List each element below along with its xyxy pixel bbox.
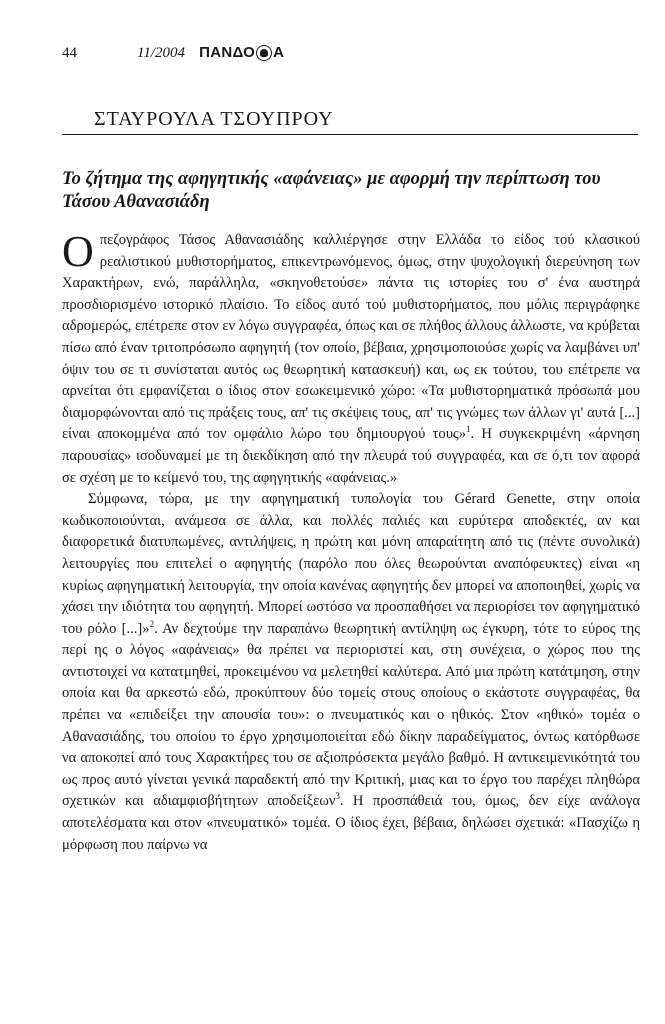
footnote-ref-1: 1	[466, 424, 471, 435]
article-author: ΣΤΑΥΡΟΥΛΑ ΤΣΟΥΠΡΟΥ	[94, 108, 334, 130]
magazine-name-left: ΠΑΝΔΟ	[199, 44, 256, 61]
paragraph-1-text-a: πεζογράφος Τάσος Αθανασιάδης καλλιέργησε στην Ελλάδα το είδος τού κλασικού ρεαλιστικού μυθιστορήματος, επικεντρωνόμενος, όμως, στην ψυχολογική διερεύνηση των Χαρακτήρων, ενώ, παράλληλα, «σκηνοθετούσε» πάντα τις ιστορίες του σ' ένα αυστηρά προσδιορισμένο ιστορικό πλαίσιο. Το είδος αυτό τού μυθιστορήματος, που μόλις περιγράφηκε αδρομερώς, επέτρεπε στον εν λόγω συγγραφέα, όπως και σε πλήθος άλλους άλλωστε, να κρύβεται πίσω από έναν τριτοπρόσωπο αφηγητή (τον οποίο, βέβαια, χρησιμοποιούσε χωρίς να λαμβάνει υπ' όψιν του σε τι συνίσταται αυτός ως θεωρητική κατασκευή) και, ως εκ τούτου, του επέτρεπε να αρνείται ότι εμφανίζεται ο ίδιος στον εσωκειμενικό χώρο: «Τα μυθιστορηματικά πρόσωπά μου διαμορφώνονται από τις πράξεις τους, απ' τις σκέψεις τους, απ' τις γνώμες των άλλων γι' αυτά [...] είναι αποκομμένα από τον ομφάλιο λώρο του δημιουργού τους»	[62, 232, 640, 443]
paragraph-2	[62, 489, 640, 856]
header-divider	[62, 134, 638, 135]
paragraph-2-text-b: . Αν δεχτούμε την παραπάνω θεωρητική αντίληψη ως έγκυρη, τότε το εύρος της περί ης ο λόγος «αφάνειας» θα πρέπει να περιοριστεί και, στη συνέχεια, ο χώρος που της αντιστοιχεί να κατατμηθεί, προκειμένου να μελετηθεί καλύτερα. Από μια πρώτη κατάτμηση, στην οποία και θα αρκεστώ εδώ, προκύπτουν δύο τομείς στους οποίους ο εκάστοτε συγγραφέας, θα πρέπει να «επιδείξει την απουσία του»: ο πνευματικός και ο ηθικός. Στον «ηθικό» τομέα ο Αθανασιάδης, του οποίου το έργο χρησιμοποιείται εδώ δίκην παραδείγματος, όντως κατόρθωσε να αποκοπεί από τους Χαρακτήρες του σε αξιοπρόσεκτα μεγάλο βαθμό. Η αντικειμενικότητά του ως προς αυτό γίνεται γενικά παραδεκτή από την Κριτική, μιας και το έργο του παρέχει πληθώρα σχετικών και αδιαμφισβήτητων αποδείξεων	[62, 620, 640, 810]
paragraph-2-text-a: Σύμφωνα, τώρα, με την αφηγηματική τυπολογία του Gérard Genette, στην οποία κωδικοποιούνται, ανάμεσα σε άλλα, και πολλές παλιές και ευρύτερα αποδεκτές, αν και διαφορετικά διατυπωμένες, αντιλήψεις, η πρώτη και μόνη απαραίτητη από τις (πέντε συνολικά) λειτουργίες που επιτελεί ο αφηγητής (παρόλο που όλες θεωρούνται αναπόφευκτες) είναι «η κυρίως αφηγηματική λειτουργία, την οποία κανένας αφηγητής δεν μπορεί να αποποιηθεί, χωρίς να χάσει την ιδιότητα του αφηγητή. Μπορεί ωστόσο να προσπαθήσει να περιορίσει τον αφηγηματικό του ρόλο [...]»	[62, 491, 640, 637]
paragraph-1-text-b: . Η συγκεκριμένη «άρνηση παρουσίας» ισοδυναμεί με τη διεκδίκηση από την πλευρά τού συγγραφέα, και σε ό,τι τον αφορά σε σχέση με το κείμενό του, της αφηγητικής «αφάνειας.»	[62, 426, 641, 486]
page-number: 44	[62, 45, 77, 61]
drop-cap: Ο	[62, 227, 94, 276]
paragraph-2-text-c: . Η προσπάθειά του, όμως, δεν είχε ανάλογα αποτελέσματα και στον «πνευματικό» τομέα. Ο ίδιος έχει, βέβαια, δηλώσει σχετικά: «Πασχίζω η μόρφωση που παίρνω να	[62, 793, 640, 853]
article-body	[62, 227, 641, 856]
footnote-ref-3: 3	[335, 791, 340, 802]
running-header	[62, 44, 284, 62]
paragraph-1	[62, 227, 641, 489]
magazine-logo	[199, 44, 284, 61]
footnote-ref-2: 2	[149, 618, 155, 629]
article-title: Το ζήτημα της αφηγητικής «αφάνειας» με αφορμή την περίπτωση του Τάσου Αθανασιάδη	[62, 169, 601, 212]
logo-emblem-icon	[256, 45, 272, 61]
magazine-name-right: Α	[273, 44, 285, 61]
issue-number: 11/2004	[137, 45, 186, 61]
